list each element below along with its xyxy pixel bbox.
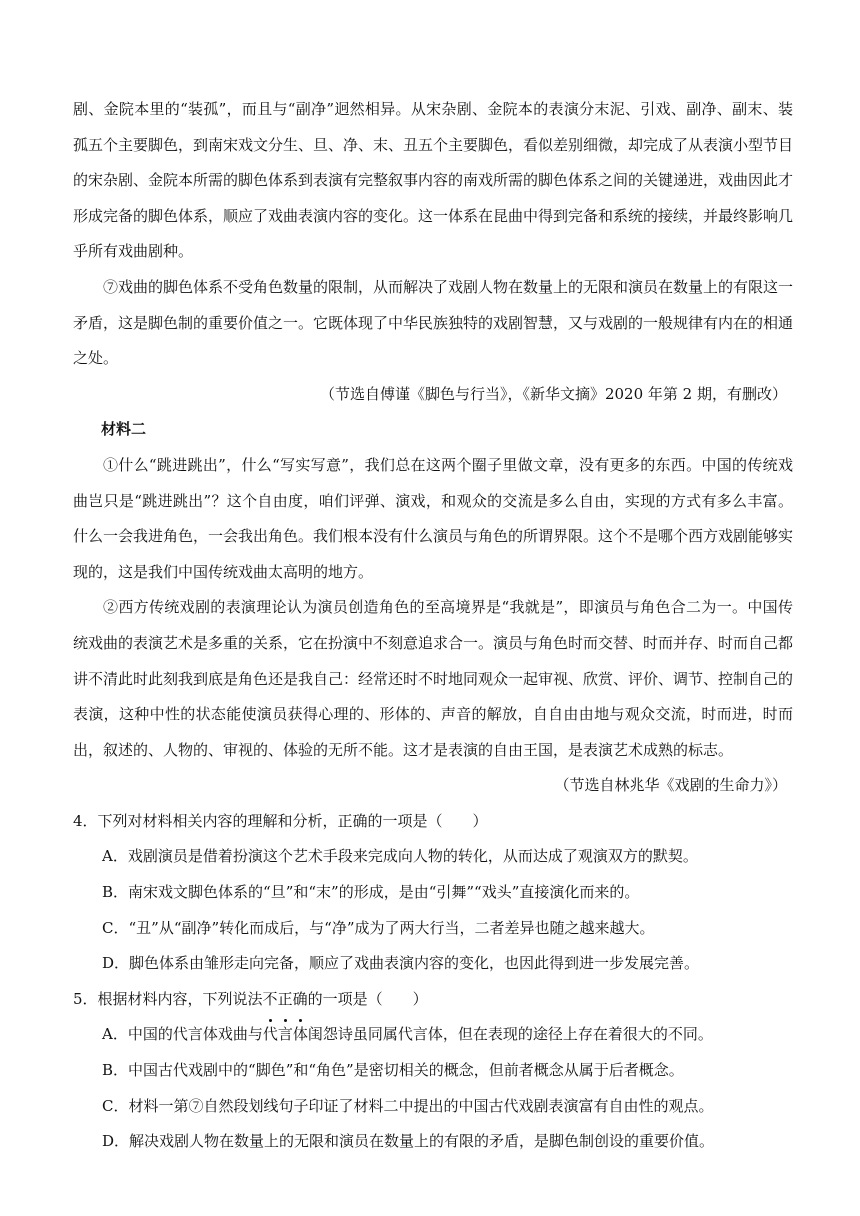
material-one-paragraph-6: 剧、金院本里的“装孤”，而且与“副净”迥然相异。从宋杂剧、金院本的表演分末泥、引戏、副净、副末、装孤五个主要脚色，到南宋戏文分生、旦、净、末、丑五个主要脚色，看似差别细微，却完成了从表演小型节目的宋杂剧、金院本所需的脚色体系到表演有完整叙事内容的南戏所需的脚色体系之间的关键递进，戏曲因此才形成完备的脚色体系，顺应了戏曲表演内容的变化。这一体系在昆曲中得到完备和系统的接续，并最终影响几乎所有戏曲剧种。	[73, 100, 794, 261]
question-5-option-d: D．解决戏剧人物在数量上的无限和演员在数量上的有限的矛盾，是脚色制创设的重要价值。	[102, 1132, 715, 1151]
question-4-option-b: B．南宋戏文脚色体系的“旦”和“末”的形成，是由“引舞”“戏头”直接演化而来的。	[102, 883, 640, 902]
emphasis-char: 正	[278, 982, 293, 1018]
material-one-source: （节选自傅谨《脚色与行当》，《新华文摘》2020 年第 2 期，有删改）	[319, 384, 787, 403]
material-two-heading: 材料二	[101, 420, 147, 439]
question-4-option-c: C．“丑”从“副净”转化而成后，与“净”成为了两大行当，二者差异也随之越来越大。	[102, 918, 655, 937]
question-4-option-a: A．戏剧演员是借着扮演这个艺术手段来完成向人物的转化，从而达成了观演双方的默契。	[102, 847, 698, 866]
question-5-option-c: C．材料一第⑦自然段划线句子印证了材料二中提出的中国古代戏剧表演富有自由性的观点。	[102, 1096, 714, 1115]
question-5-option-b: B．中国古代戏剧中的“脚色”和“角色”是密切相关的概念，但前者概念从属于后者概念。	[102, 1061, 684, 1080]
question-4-option-d: D．脚色体系由雏形走向完备，顺应了戏曲表演内容的变化，也因此得到进一步发展完善。	[102, 954, 700, 973]
material-one-paragraph-7: ⑦戏曲的脚色体系不受角色数量的限制，从而解决了戏剧人物在数量上的无限和演员在数量上的有限这一矛盾，这是脚色制的重要价值之一。它既体现了中华民族独特的戏剧智慧，又与戏剧的一般规律有内在的相通之处。	[73, 277, 794, 368]
material-two-paragraph-2: ②西方传统戏剧的表演理论认为演员创造角色的至高境界是“我就是”，即演员与角色合二为一。中国传统戏曲的表演艺术是多重的关系，它在扮演中不刻意追求合一。演员与角色时而交替、时而并存、时而自己都讲不清此时此刻我到底是角色还是我自己：经常还时不时地同观众一起审视、欣赏、评价、调节、控制自己的表演，这种中性的状态能使演员获得心理的、形体的、声音的解放，自自由由地与观众交流，时而进，时而出，叙述的、人物的、审视的、体验的无所不能。这才是表演的自由王国，是表演艺术成熟的标志。	[73, 598, 794, 759]
question-5-stem	[73, 982, 793, 1018]
question-5-option-a: A．中国的代言体戏曲与代言体闺怨诗虽同属代言体，但在表现的途径上存在着很大的不同。	[102, 1025, 713, 1044]
emphasis-char: 不	[263, 982, 278, 1018]
exam-page	[73, 92, 793, 1160]
question-5-stem-before: 5．根据材料内容，下列说法	[73, 989, 263, 1008]
question-4-stem: 4．下列对材料相关内容的理解和分析，正确的一项是（ ）	[73, 811, 488, 830]
question-5-emphasis-text	[263, 990, 308, 1008]
material-two-paragraph-1: ①什么“跳进跳出”，什么“写实写意”，我们总在这两个圈子里做文章，没有更多的东西。中国的传统戏曲岂只是“跳进跳出”？这个自由度，咱们评弹、演戏，和观众的交流是多么自由，实现的方式有多么丰富。什么一会我进角色，一会我出角色。我们根本没有什么演员与角色的所谓界限。这个不是哪个西方戏剧能够实现的，这是我们中国传统戏曲太高明的地方。	[73, 455, 794, 581]
emphasis-char: 确	[293, 982, 308, 1018]
material-two-source: （节选自林兆华《戏剧的生命力》）	[554, 776, 787, 795]
question-5-emphasis	[263, 990, 308, 1008]
question-5-stem-after: 的一项是（ ）	[307, 989, 428, 1008]
